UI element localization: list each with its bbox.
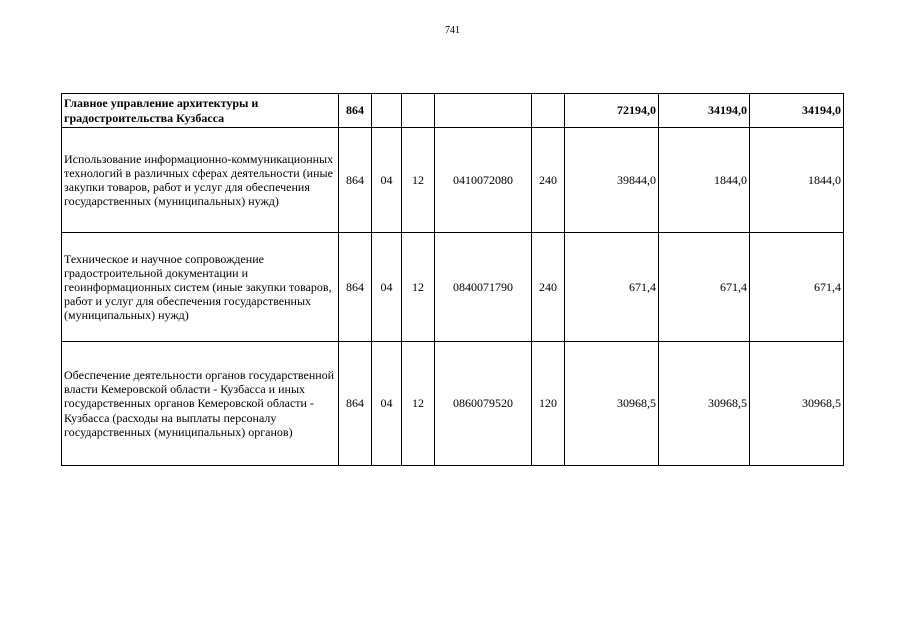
cell-sum-3: 34194,0 xyxy=(750,94,844,128)
cell-sum-2: 1844,0 xyxy=(659,128,750,233)
cell-ministry: 864 xyxy=(339,94,372,128)
cell-target xyxy=(435,94,532,128)
cell-name: Главное управление архитектуры и градостроительства Кузбасса xyxy=(62,94,339,128)
cell-sum-3: 1844,0 xyxy=(750,128,844,233)
cell-name: Обеспечение деятельности органов государственной власти Кемеровской области - Кузбасса и иных государственных органов Кемеровской области - Кузбасса (расходы на выплаты персоналу государственных (муниципальных) органов) xyxy=(62,342,339,466)
cell-subsection: 12 xyxy=(402,128,435,233)
cell-sum-2: 30968,5 xyxy=(659,342,750,466)
cell-subsection xyxy=(402,94,435,128)
cell-name: Техническое и научное сопровождение градостроительной документации и геоинформационных систем (иные закупки товаров, работ и услуг для обеспечения государственных (муниципальных) нужд) xyxy=(62,233,339,342)
cell-expense-type xyxy=(532,94,565,128)
cell-expense-type: 120 xyxy=(532,342,565,466)
budget-table xyxy=(61,93,844,466)
cell-section: 04 xyxy=(372,128,402,233)
cell-sum-1: 671,4 xyxy=(565,233,659,342)
table-row xyxy=(62,342,844,466)
cell-sum-1: 39844,0 xyxy=(565,128,659,233)
cell-target: 0410072080 xyxy=(435,128,532,233)
cell-sum-1: 30968,5 xyxy=(565,342,659,466)
cell-subsection: 12 xyxy=(402,233,435,342)
cell-sum-2: 671,4 xyxy=(659,233,750,342)
cell-sum-2: 34194,0 xyxy=(659,94,750,128)
cell-target: 0840071790 xyxy=(435,233,532,342)
table-row xyxy=(62,128,844,233)
cell-expense-type: 240 xyxy=(532,128,565,233)
table-row xyxy=(62,233,844,342)
cell-ministry: 864 xyxy=(339,233,372,342)
cell-sum-1: 72194,0 xyxy=(565,94,659,128)
cell-ministry: 864 xyxy=(339,342,372,466)
cell-target: 0860079520 xyxy=(435,342,532,466)
cell-ministry: 864 xyxy=(339,128,372,233)
table-row-organization xyxy=(62,94,844,128)
cell-name: Использование информационно-коммуникационных технологий в различных сферах деятельности (иные закупки товаров, работ и услуг для обеспечения государственных (муниципальных) нужд) xyxy=(62,128,339,233)
cell-sum-3: 30968,5 xyxy=(750,342,844,466)
cell-section: 04 xyxy=(372,342,402,466)
cell-sum-3: 671,4 xyxy=(750,233,844,342)
page-number: 741 xyxy=(445,25,460,36)
cell-section xyxy=(372,94,402,128)
cell-subsection: 12 xyxy=(402,342,435,466)
cell-section: 04 xyxy=(372,233,402,342)
cell-expense-type: 240 xyxy=(532,233,565,342)
